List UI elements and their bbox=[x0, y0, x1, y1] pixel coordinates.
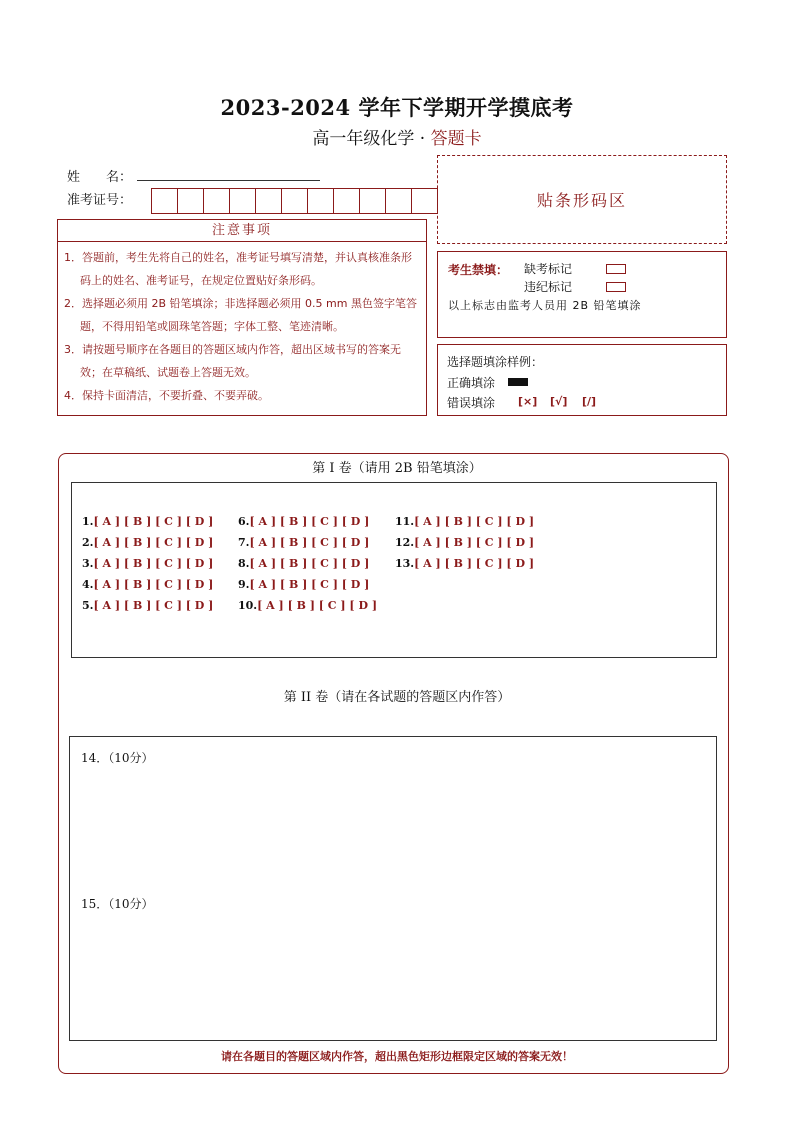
notice-item: 4．保持卡面清洁，不要折叠、不要弄破。 bbox=[64, 389, 269, 402]
id-digit-box[interactable] bbox=[229, 188, 256, 214]
mc-question-number: 3. bbox=[82, 557, 94, 570]
mc-question-6[interactable] bbox=[238, 515, 369, 528]
id-digit-box[interactable] bbox=[307, 188, 334, 214]
wrong-fill-label: 错误填涂 bbox=[447, 396, 496, 410]
id-digit-box[interactable] bbox=[385, 188, 412, 214]
violation-mark-label: 违纪标记 bbox=[524, 280, 573, 294]
mc-question-4[interactable] bbox=[82, 578, 213, 591]
notice-item: 2．选择题必须用 2B 铅笔填涂；非选择题必须用 0.5 mm 黑色签字笔答题，不得用铅笔或圆珠笔答题；字体工整、笔迹清晰。 bbox=[64, 297, 417, 333]
id-digit-box[interactable] bbox=[411, 188, 438, 214]
id-number-boxes[interactable] bbox=[151, 188, 438, 214]
absent-mark-box[interactable] bbox=[606, 264, 626, 274]
id-digit-box[interactable] bbox=[203, 188, 230, 214]
question-15-label: 15．（10分） bbox=[81, 897, 154, 911]
mc-options[interactable]: [ A ] [ B ] [ C ] [ D ] bbox=[249, 557, 370, 570]
mc-options[interactable]: [ A ] [ B ] [ C ] [ D ] bbox=[414, 536, 535, 549]
mc-question-2[interactable] bbox=[82, 536, 213, 549]
mc-question-11[interactable] bbox=[395, 515, 534, 528]
id-digit-box[interactable] bbox=[151, 188, 178, 214]
mc-question-3[interactable] bbox=[82, 557, 213, 570]
mc-options[interactable]: [ A ] [ B ] [ C ] [ D ] bbox=[414, 557, 535, 570]
written-answer-box[interactable] bbox=[69, 736, 717, 1041]
footer-warning: 请在各题目的答题区域内作答，超出黑色矩形边框限定区域的答案无效！ bbox=[221, 1050, 573, 1063]
mc-question-1[interactable] bbox=[82, 515, 213, 528]
correct-fill-label: 正确填涂 bbox=[447, 376, 496, 390]
mc-options[interactable]: [ A ] [ B ] [ C ] [ D ] bbox=[93, 515, 214, 528]
mc-options[interactable]: [ A ] [ B ] [ C ] [ D ] bbox=[249, 515, 370, 528]
id-digit-box[interactable] bbox=[255, 188, 282, 214]
mc-question-13[interactable] bbox=[395, 557, 534, 570]
name-label: 姓 名： bbox=[67, 170, 133, 185]
ban-title: 考生禁填： bbox=[448, 263, 509, 277]
mc-question-8[interactable] bbox=[238, 557, 369, 570]
notice-item: 1．答题前，考生先将自己的姓名，准考证号填写清楚，并认真核准条形码上的姓名、准考证号，在规定位置贴好条形码。 bbox=[64, 251, 412, 287]
mc-question-number: 2. bbox=[82, 536, 94, 549]
mc-options[interactable]: [ A ] [ B ] [ C ] [ D ] bbox=[414, 515, 535, 528]
subtitle-main: 高一年级化学 · bbox=[312, 129, 431, 149]
id-digit-box[interactable] bbox=[359, 188, 386, 214]
mc-question-number: 11. bbox=[395, 515, 415, 528]
mc-question-number: 7. bbox=[238, 536, 250, 549]
page-subtitle bbox=[0, 124, 794, 149]
mc-question-number: 8. bbox=[238, 557, 250, 570]
violation-mark-box[interactable] bbox=[606, 282, 626, 292]
wrong-mark-cross: [×] bbox=[518, 395, 538, 408]
mc-question-number: 5. bbox=[82, 599, 94, 612]
section2-title: 第 II 卷（请在各试题的答题区内作答） bbox=[283, 690, 511, 705]
mc-question-number: 10. bbox=[238, 599, 258, 612]
mc-question-5[interactable] bbox=[82, 599, 213, 612]
mc-options[interactable]: [ A ] [ B ] [ C ] [ D ] bbox=[257, 599, 378, 612]
mc-question-7[interactable] bbox=[238, 536, 369, 549]
subtitle-answer-card: 答题卡 bbox=[430, 129, 482, 149]
section1-title: 第 I 卷（请用 2B 铅笔填涂） bbox=[312, 461, 482, 476]
mc-options[interactable]: [ A ] [ B ] [ C ] [ D ] bbox=[93, 578, 214, 591]
wrong-mark-check: [√] bbox=[550, 395, 568, 408]
name-field[interactable] bbox=[137, 180, 320, 181]
mc-question-number: 12. bbox=[395, 536, 415, 549]
mc-options[interactable]: [ A ] [ B ] [ C ] [ D ] bbox=[93, 599, 214, 612]
mc-options[interactable]: [ A ] [ B ] [ C ] [ D ] bbox=[249, 536, 370, 549]
mc-question-9[interactable] bbox=[238, 578, 369, 591]
id-digit-box[interactable] bbox=[281, 188, 308, 214]
notice-title: 注意事项 bbox=[57, 219, 427, 242]
sample-title: 选择题填涂样例： bbox=[447, 355, 544, 369]
multiple-choice-box bbox=[71, 482, 717, 658]
wrong-mark-slash: [/] bbox=[582, 395, 597, 408]
mc-question-10[interactable] bbox=[238, 599, 377, 612]
barcode-area bbox=[437, 155, 727, 244]
id-digit-box[interactable] bbox=[333, 188, 360, 214]
mc-question-number: 1. bbox=[82, 515, 94, 528]
notice-body bbox=[57, 242, 427, 416]
mc-question-number: 9. bbox=[238, 578, 250, 591]
page-title: 2023-2024 学年下学期开学摸底考 bbox=[220, 95, 574, 120]
id-digit-box[interactable] bbox=[177, 188, 204, 214]
examiner-only-box bbox=[437, 251, 727, 338]
fill-sample-box bbox=[437, 344, 727, 416]
mc-options[interactable]: [ A ] [ B ] [ C ] [ D ] bbox=[93, 536, 214, 549]
mc-question-number: 6. bbox=[238, 515, 250, 528]
mc-question-number: 13. bbox=[395, 557, 415, 570]
barcode-label: 贴条形码区 bbox=[536, 191, 627, 210]
notice-item: 3．请按题号顺序在各题目的答题区域内作答，超出区域书写的答案无效；在草稿纸、试题卷上答题无效。 bbox=[64, 343, 401, 379]
mc-options[interactable]: [ A ] [ B ] [ C ] [ D ] bbox=[93, 557, 214, 570]
ban-note: 以上标志由监考人员用 2B 铅笔填涂 bbox=[448, 299, 642, 312]
id-label: 准考证号： bbox=[67, 193, 133, 208]
correct-fill-example bbox=[508, 378, 528, 386]
mc-question-number: 4. bbox=[82, 578, 94, 591]
mc-question-12[interactable] bbox=[395, 536, 534, 549]
mc-options[interactable]: [ A ] [ B ] [ C ] [ D ] bbox=[249, 578, 370, 591]
question-14-label: 14．（10分） bbox=[81, 751, 154, 765]
absent-mark-label: 缺考标记 bbox=[524, 262, 573, 276]
